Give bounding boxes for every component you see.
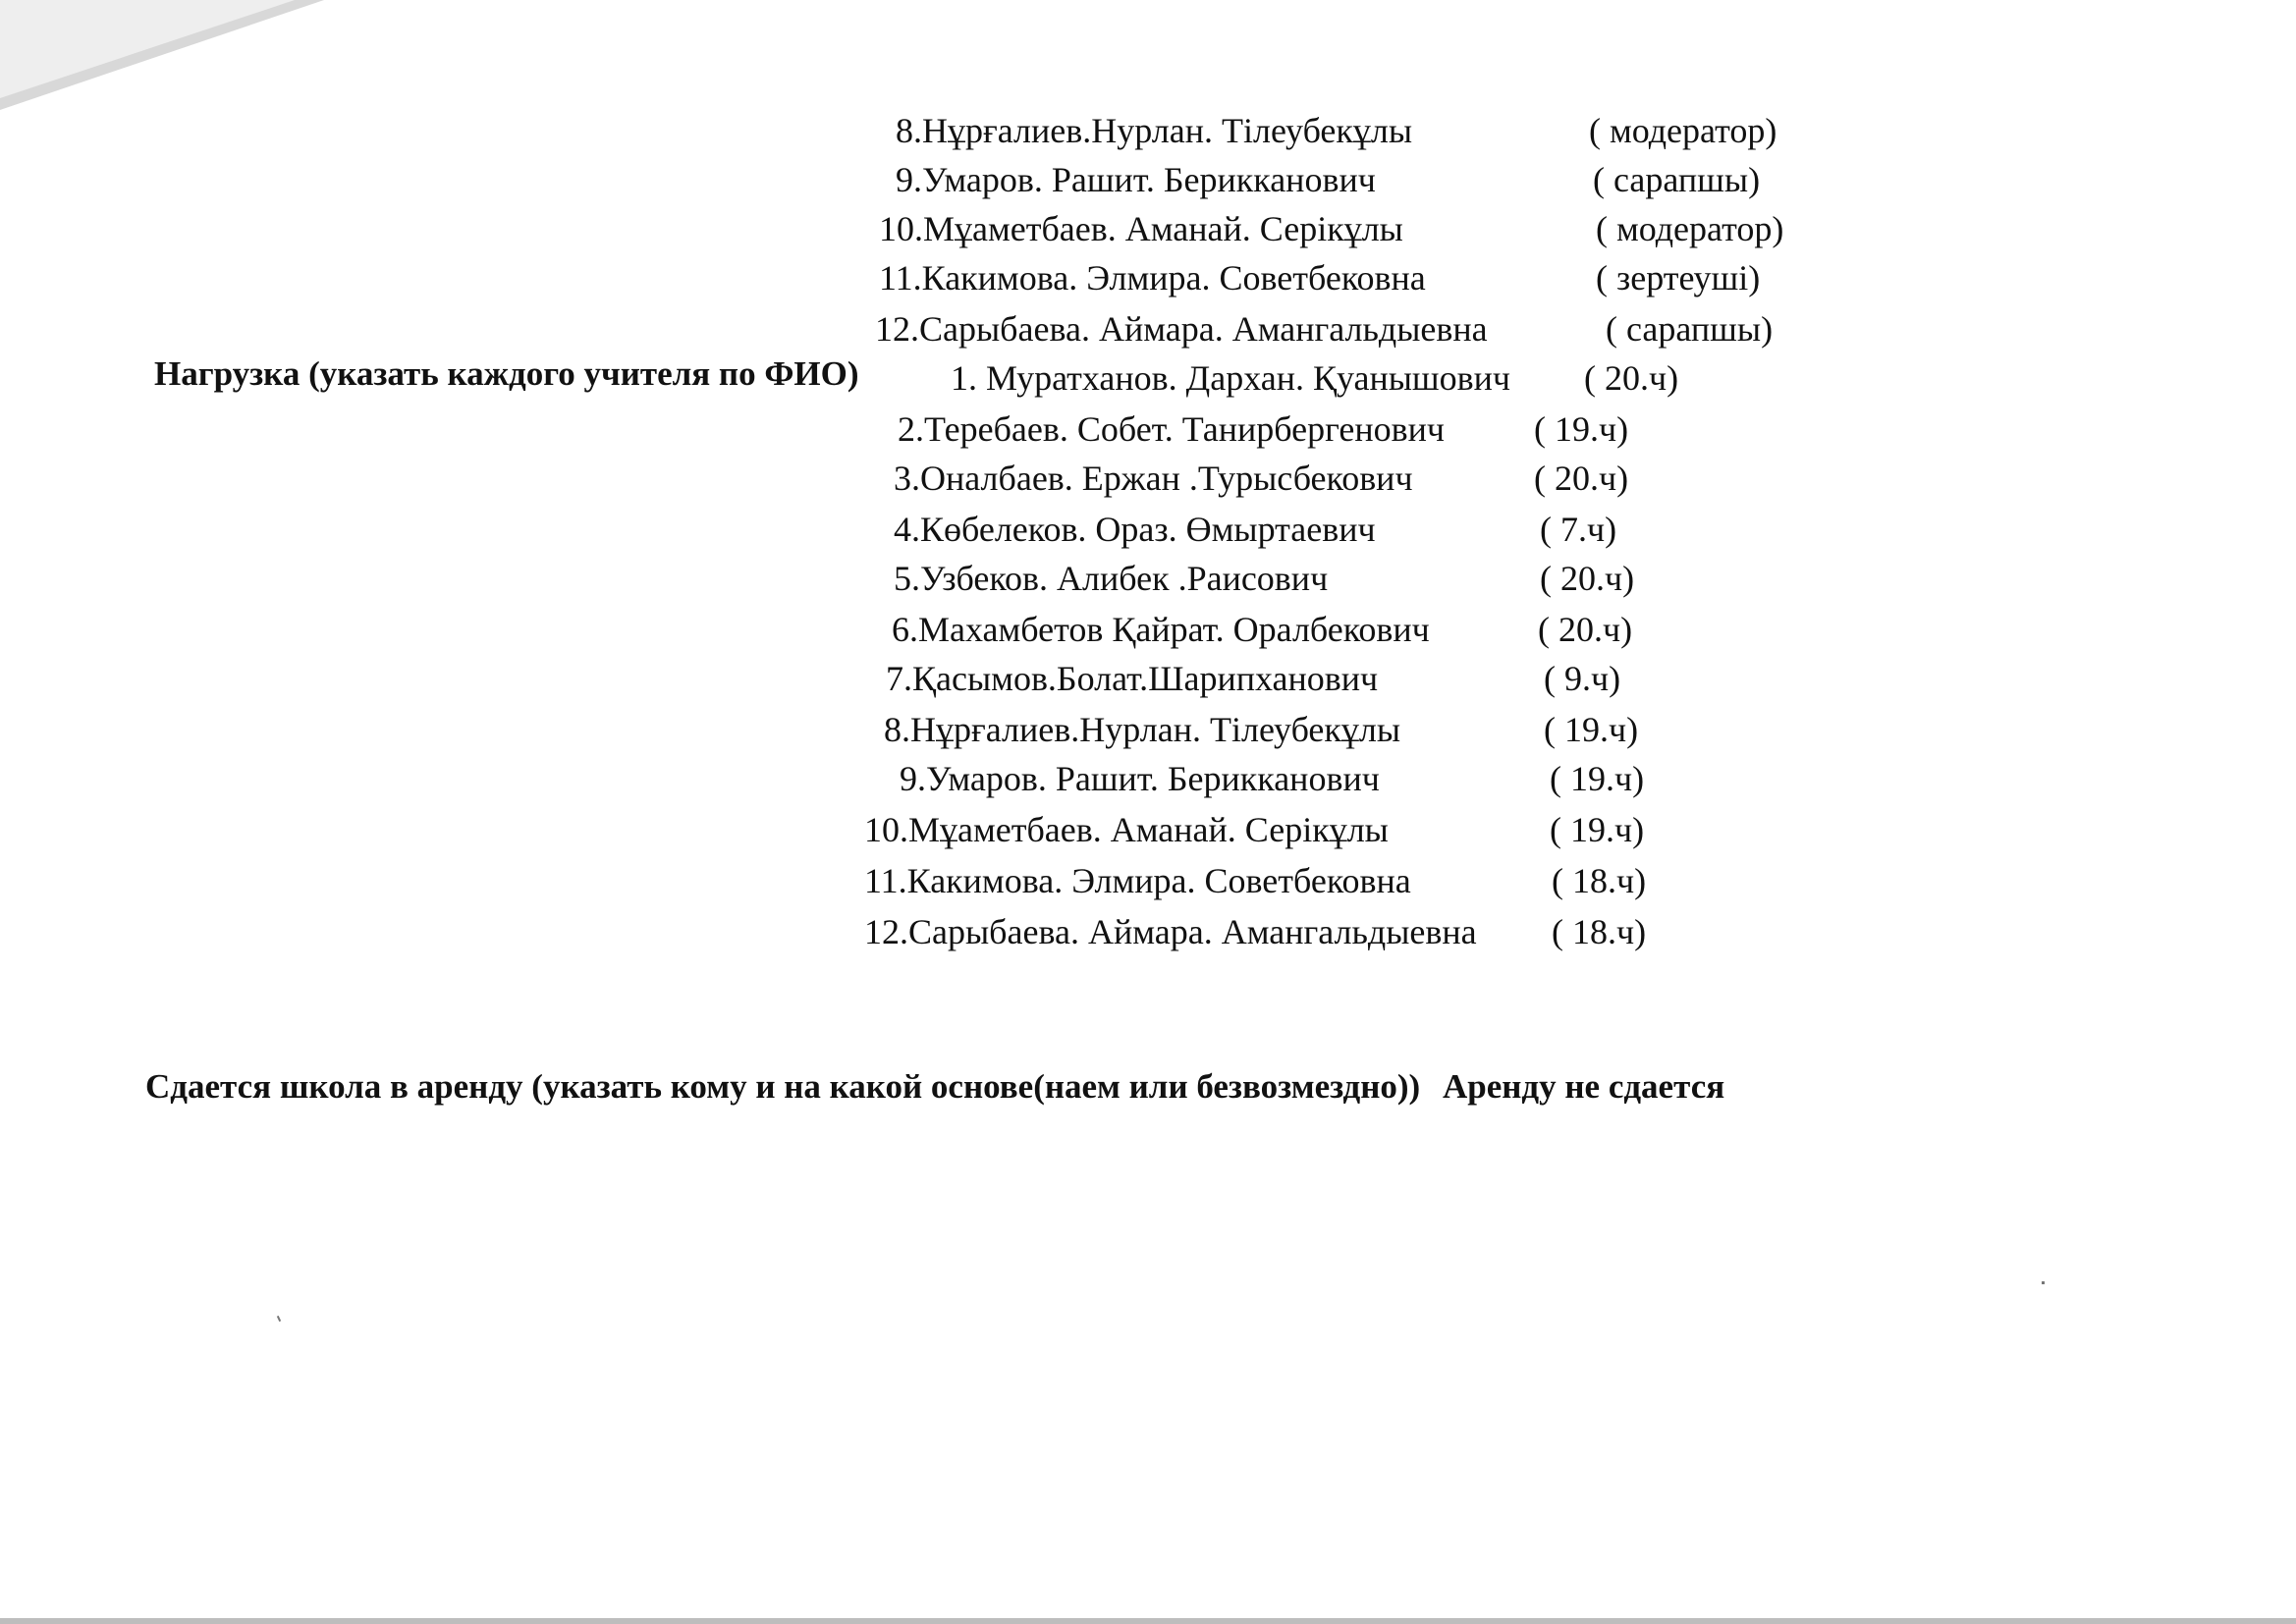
- committee-member-role: ( модератор): [1589, 111, 1777, 150]
- rent-answer-text: Аренду не сдается: [1442, 1067, 1725, 1106]
- teacher-hours: ( 19.ч): [1534, 409, 1629, 449]
- teacher-name: 4.Көбелеков. Ораз. Өмыртаевич: [894, 510, 1376, 549]
- teacher-name: 8.Нұрғалиев.Нурлан. Тілеубекұлы: [884, 710, 1401, 749]
- rent-question: [145, 1062, 1724, 1111]
- committee-member-role: ( зертеуші): [1596, 258, 1761, 298]
- page-corner-highlight: [0, 0, 295, 98]
- committee-member-name: 10.Мұаметбаев. Аманай. Серікұлы: [879, 209, 1403, 248]
- teacher-name: 3.Оналбаев. Ержан .Турысбекович: [894, 459, 1413, 498]
- rent-question-text: Сдается школа в аренду (указать кому и на какой основе(наем или безвозмездно)): [145, 1067, 1421, 1106]
- load-heading: Нагрузка (указать каждого учителя по ФИО): [154, 354, 859, 393]
- teacher-name: 1. Муратханов. Дархан. Қуанышович: [951, 358, 1511, 398]
- teacher-hours: ( 18.ч): [1552, 861, 1647, 900]
- teacher-name: 5.Узбеков. Алибек .Раисович: [894, 559, 1329, 598]
- committee-member-role: ( модератор): [1596, 209, 1784, 248]
- teacher-name: 2.Теребаев. Собет. Танирбергенович: [898, 409, 1446, 449]
- teacher-name: 6.Махамбетов Қайрат. Оралбекович: [892, 610, 1430, 649]
- teacher-name: 7.Қасымов.Болат.Шарипханович: [886, 659, 1379, 698]
- teacher-name: 10.Мұаметбаев. Аманай. Серікұлы: [864, 810, 1389, 849]
- teacher-hours: ( 9.ч): [1544, 659, 1621, 698]
- teacher-hours: ( 20.ч): [1540, 559, 1635, 598]
- teacher-hours: ( 19.ч): [1550, 810, 1645, 849]
- committee-member-name: 9.Умаров. Рашит. Берикканович: [896, 160, 1376, 199]
- teacher-name: 11.Какимова. Элмира. Советбековна: [864, 861, 1411, 900]
- teacher-name: 9.Умаров. Рашит. Берикканович: [900, 759, 1380, 798]
- page-bottom-edge: [0, 1618, 2296, 1624]
- teacher-hours: ( 20.ч): [1584, 358, 1679, 398]
- committee-member-name: 12.Сарыбаева. Аймара. Амангальдыевна: [875, 309, 1488, 349]
- teacher-hours: ( 18.ч): [1552, 912, 1647, 951]
- teacher-hours: ( 7.ч): [1540, 510, 1617, 549]
- committee-member-role: ( сарапшы): [1593, 160, 1761, 199]
- committee-member-name: 11.Какимова. Элмира. Советбековна: [879, 258, 1426, 298]
- committee-member-name: 8.Нұрғалиев.Нурлан. Тілеубекұлы: [896, 111, 1413, 150]
- scan-speck: [2042, 1281, 2045, 1284]
- teacher-hours: ( 20.ч): [1538, 610, 1633, 649]
- committee-member-role: ( сарапшы): [1606, 309, 1774, 349]
- teacher-hours: ( 19.ч): [1550, 759, 1645, 798]
- teacher-hours: ( 20.ч): [1534, 459, 1629, 498]
- teacher-hours: ( 19.ч): [1544, 710, 1639, 749]
- scan-speck: [277, 1316, 281, 1322]
- teacher-name: 12.Сарыбаева. Аймара. Амангальдыевна: [864, 912, 1477, 951]
